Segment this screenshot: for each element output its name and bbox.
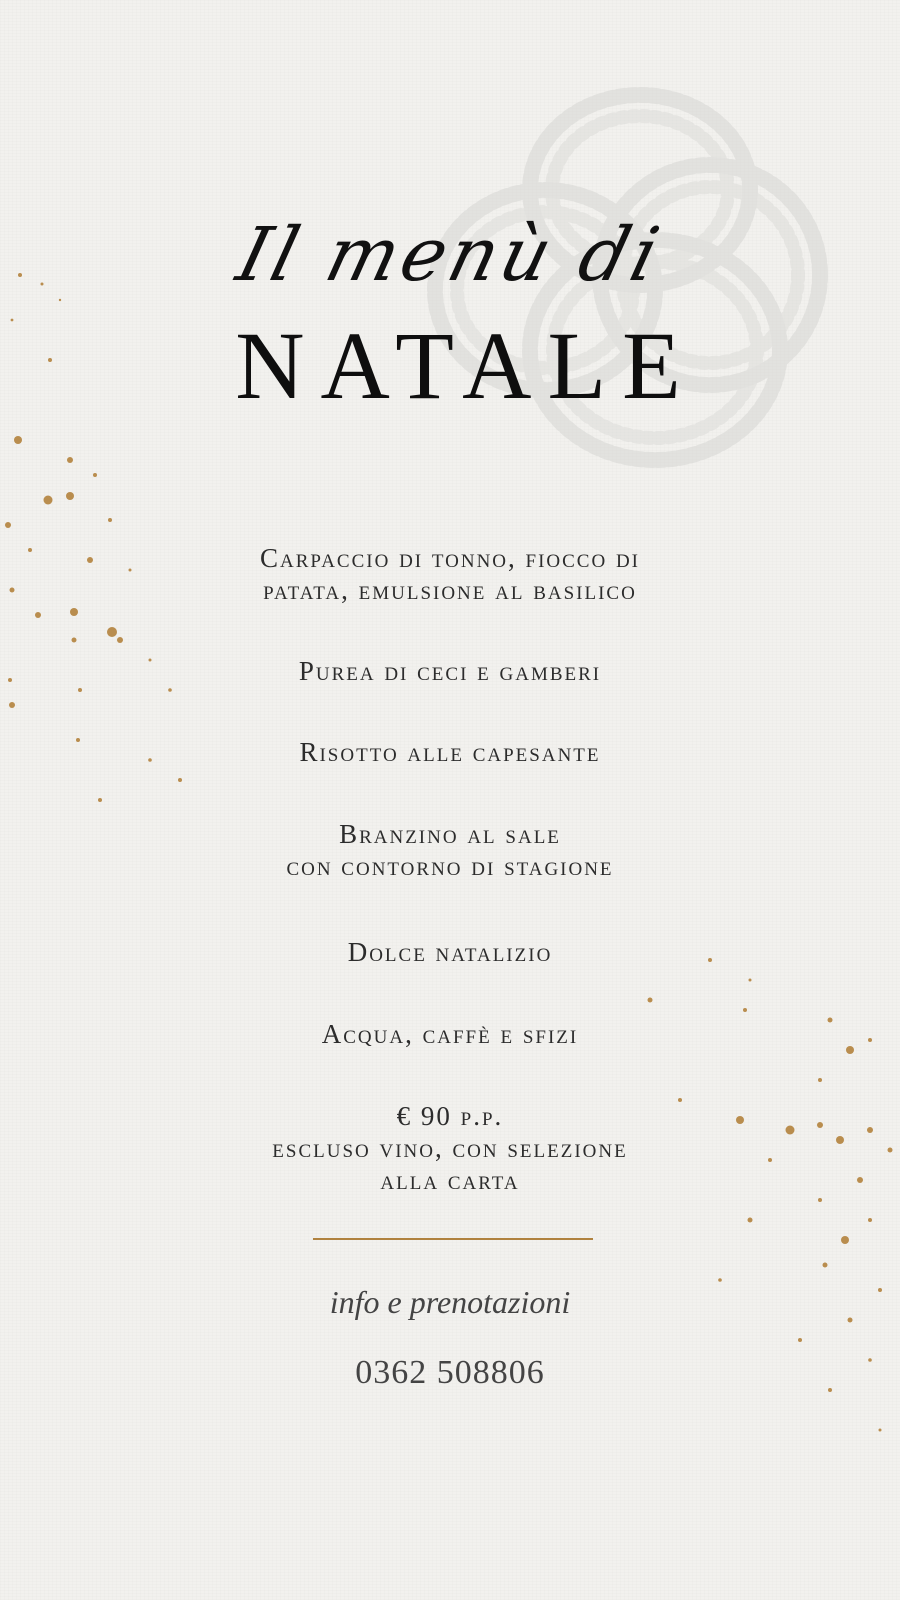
- price-line: escluso vino, con selezione: [272, 1133, 628, 1163]
- menu-item-line: Acqua, caffè e sfizi: [321, 1019, 579, 1049]
- gold-divider: [313, 1238, 593, 1240]
- script-title: Il menù di: [229, 212, 671, 298]
- phone-number[interactable]: 0362 508806: [355, 1354, 545, 1391]
- menu-item-purea: [0, 655, 900, 687]
- info-label: info e prenotazioni: [329, 1284, 571, 1320]
- menu-item-dolce: [0, 936, 900, 968]
- menu-item-acqua: [0, 1018, 900, 1050]
- menu-item-line: Carpaccio di tonno, fiocco di: [259, 543, 641, 573]
- page-title: NATALE: [235, 312, 697, 419]
- menu-item-line: Dolce natalizio: [347, 937, 553, 967]
- menu-item-branzino: [0, 818, 900, 882]
- menu-item-line: patata, emulsione al basilico: [263, 575, 637, 605]
- price-line: € 90 p.p.: [396, 1101, 504, 1131]
- price-block: [0, 1100, 900, 1196]
- menu-item-line: Risotto alle capesante: [299, 737, 601, 767]
- menu-item-line: Branzino al sale: [339, 819, 561, 849]
- menu-item-line: Purea di ceci e gamberi: [298, 656, 602, 686]
- price-line: alla carta: [380, 1165, 520, 1195]
- menu-item-risotto: [0, 736, 900, 768]
- menu-item-carpaccio: [0, 542, 900, 606]
- menu-item-line: con contorno di stagione: [286, 851, 614, 881]
